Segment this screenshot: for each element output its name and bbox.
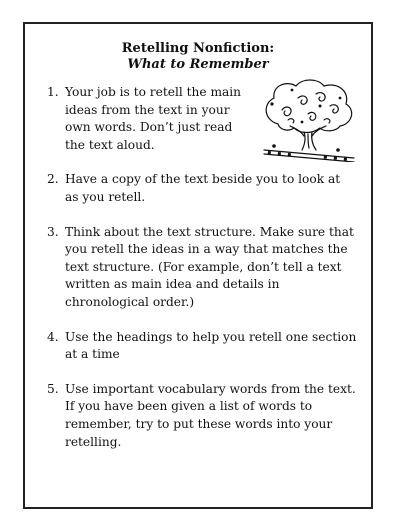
item-number: 1. xyxy=(47,85,59,99)
item-text: Use important vocabulary words from the text. If you have been given a list of words to remember, try to put these words into your retelling. xyxy=(65,381,356,449)
list-item xyxy=(47,224,357,312)
item-text: Your job is to retell the main ideas from the text in your own words. Don’t just read the text aloud. xyxy=(65,85,242,152)
page-subtitle: What to Remember xyxy=(127,57,269,72)
list-item xyxy=(47,171,357,206)
item-text: Think about the text structure. Make sure that you retell the ideas in a way that matches the text structure. (For example, don’t tell a text written as main idea and details in chronological order.) xyxy=(65,224,354,309)
item-number: 3. xyxy=(47,224,59,239)
page-border xyxy=(23,22,373,509)
item-number: 4. xyxy=(47,329,59,344)
list-item xyxy=(47,381,357,451)
instruction-list xyxy=(47,84,357,468)
list-item xyxy=(47,329,357,364)
item-number: 5. xyxy=(47,381,59,396)
item-text: Use the headings to help you retell one section at a time xyxy=(65,329,357,362)
item-text: Have a copy of the text beside you to look at as you retell. xyxy=(65,172,341,204)
list-item xyxy=(47,84,357,154)
page-title: Retelling Nonfiction: xyxy=(121,41,275,56)
header xyxy=(25,41,371,73)
item-number: 2. xyxy=(47,172,59,187)
